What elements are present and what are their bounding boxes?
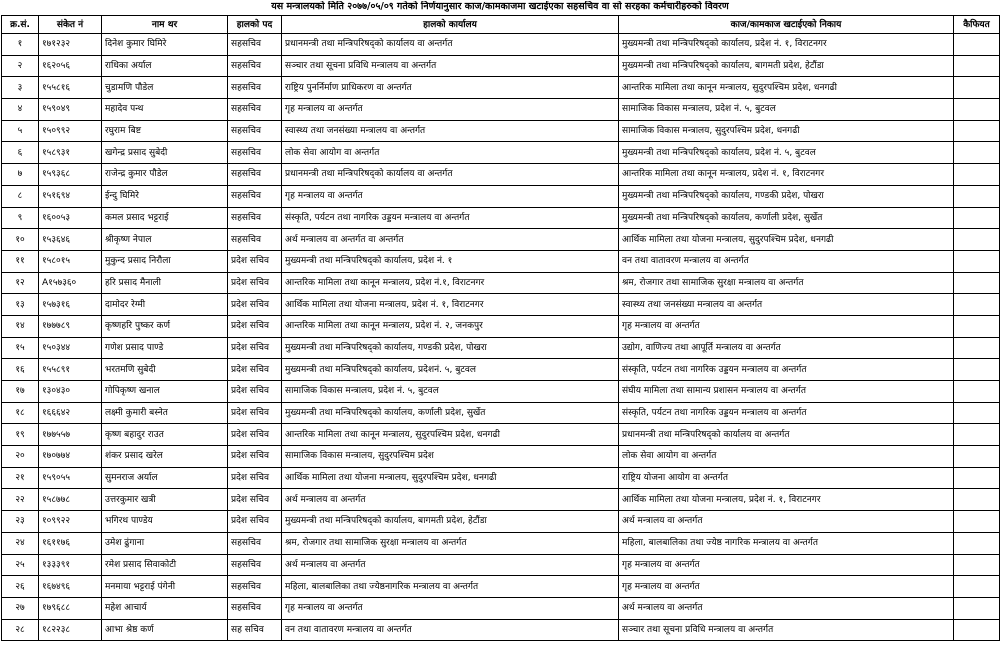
cell-assigned: सञ्चार तथा सूचना प्रविधि मन्त्रालय वा अन्तर्गत (619, 619, 954, 641)
table-row (2, 229, 1000, 251)
cell-office: गृह मन्त्रालय वा अन्तर्गत (282, 185, 619, 207)
table-row (2, 77, 1000, 99)
cell-name: उमेश ढुंगाना (102, 532, 228, 554)
cell-code: १५०९९२ (39, 120, 102, 142)
cell-code: १६२०५६ (39, 55, 102, 77)
cell-office: वन तथा वातावरण मन्त्रालय वा अन्तर्गत (282, 619, 619, 641)
cell-serial: १५ (2, 337, 39, 359)
cell-code: १५३६४६ (39, 229, 102, 251)
cell-code: १३०४३० (39, 381, 102, 403)
cell-serial: ३ (2, 77, 39, 99)
cell-remarks (954, 315, 1000, 337)
cell-serial: ७ (2, 164, 39, 186)
cell-office: सञ्चार तथा सूचना प्रविधि मन्त्रालय वा अन्तर्गत (282, 55, 619, 77)
cell-office: सामाजिक विकास मन्त्रालय, सुदुरपश्चिम प्रदेश (282, 446, 619, 468)
cell-assigned: राष्ट्रिय योजना आयोग वा अन्तर्गत (619, 467, 954, 489)
cell-office: गृह मन्त्रालय वा अन्तर्गत (282, 99, 619, 121)
cell-remarks (954, 576, 1000, 598)
cell-remarks (954, 381, 1000, 403)
table-row (2, 120, 1000, 142)
cell-remarks (954, 207, 1000, 229)
cell-assigned: श्रम, रोजगार तथा सामाजिक सुरक्षा मन्त्रालय वा अन्तर्गत (619, 272, 954, 294)
cell-name: राजेन्द्र कुमार पौडेल (102, 164, 228, 186)
cell-remarks (954, 467, 1000, 489)
cell-remarks (954, 185, 1000, 207)
cell-name: मनमाया भट्टराई पंगेनी (102, 576, 228, 598)
cell-remarks (954, 532, 1000, 554)
table-row (2, 207, 1000, 229)
cell-serial: २२ (2, 489, 39, 511)
cell-office: महिला, बालबालिका तथा ज्येष्ठनागरिक मन्त्रालय वा अन्तर्गत (282, 576, 619, 598)
cell-code: १०९९२२ (39, 511, 102, 533)
cell-name: रमेश प्रसाद सिवाकोटी (102, 554, 228, 576)
cell-post: प्रदेश सचिव (228, 272, 282, 294)
cell-post: प्रदेश सचिव (228, 294, 282, 316)
cell-code: १६६६४२ (39, 402, 102, 424)
cell-post: प्रदेश सचिव (228, 511, 282, 533)
cell-office: स्वास्थ्य तथा जनसंख्या मन्त्रालय वा अन्तर्गत (282, 120, 619, 142)
table-row (2, 576, 1000, 598)
cell-remarks (954, 229, 1000, 251)
table-row (2, 315, 1000, 337)
cell-serial: ८ (2, 185, 39, 207)
table-row (2, 142, 1000, 164)
cell-assigned: गृह मन्त्रालय वा अन्तर्गत (619, 554, 954, 576)
table-row (2, 164, 1000, 186)
cell-name: महेश आचार्य (102, 597, 228, 619)
cell-post: सहसचिव (228, 164, 282, 186)
cell-office: आन्तरिक मामिला तथा कानून मन्त्रालय, प्रदेश नं. २, जनकपुर (282, 315, 619, 337)
table-row (2, 402, 1000, 424)
cell-assigned: प्रधानमन्त्री तथा मन्त्रिपरिषद्को कार्यालय वा अन्तर्गत (619, 424, 954, 446)
cell-code: १६००५३ (39, 207, 102, 229)
cell-office: आर्थिक मामिला तथा योजना मन्त्रालय, सुदुरपश्चिम प्रदेश, धनगढी (282, 467, 619, 489)
cell-remarks (954, 402, 1000, 424)
cell-code: १५७३१६ (39, 294, 102, 316)
cell-office: मुख्यमन्त्री तथा मन्त्रिपरिषद्को कार्यालय, प्रदेश नं. १ (282, 250, 619, 272)
cell-code: १७७७८९ (39, 315, 102, 337)
cell-serial: १२ (2, 272, 39, 294)
cell-assigned: संस्कृति, पर्यटन तथा नागरिक उड्डयन मन्त्रालय वा अन्तर्गत (619, 359, 954, 381)
cell-post: प्रदेश सचिव (228, 250, 282, 272)
table-row (2, 99, 1000, 121)
cell-name: खगेन्द्र प्रसाद सुबेदी (102, 142, 228, 164)
cell-office: अर्थ मन्त्रालय वा अन्तर्गत वा अन्तर्गत (282, 229, 619, 251)
cell-name: लक्ष्मी कुमारी बस्नेत (102, 402, 228, 424)
cell-office: सामाजिक विकास मन्त्रालय, प्रदेश नं. ५, बुटवल (282, 381, 619, 403)
cell-code: १५९०४९ (39, 99, 102, 121)
cell-remarks (954, 619, 1000, 641)
cell-serial: १८ (2, 402, 39, 424)
cell-assigned: गृह मन्त्रालय वा अन्तर्गत (619, 576, 954, 598)
cell-remarks (954, 99, 1000, 121)
cell-serial: ५ (2, 120, 39, 142)
table-row (2, 467, 1000, 489)
cell-serial: ९ (2, 207, 39, 229)
cell-post: प्रदेश सचिव (228, 402, 282, 424)
cell-name: हरि प्रसाद मैनाली (102, 272, 228, 294)
cell-serial: २ (2, 55, 39, 77)
document-page (0, 1, 1000, 660)
cell-name: गणेश प्रसाद पाण्डे (102, 337, 228, 359)
cell-name: दामोदर रेग्मी (102, 294, 228, 316)
cell-code: १७०७७४ (39, 446, 102, 468)
cell-office: मुख्यमन्त्री तथा मन्त्रिपरिषद्को कार्यालय, कर्णाली प्रदेश, सुर्खेत (282, 402, 619, 424)
cell-office: संस्कृति, पर्यटन तथा नागरिक उड्डयन मन्त्रालय वा अन्तर्गत (282, 207, 619, 229)
cell-post: सहसचिव (228, 185, 282, 207)
cell-post: सहसचिव (228, 142, 282, 164)
cell-remarks (954, 55, 1000, 77)
cell-assigned: मुख्यमन्त्री तथा मन्त्रिपरिषद्को कार्यालय, कर्णाली प्रदेश, सुर्खेत (619, 207, 954, 229)
cell-serial: २८ (2, 619, 39, 641)
cell-office: मुख्यमन्त्री तथा मन्त्रिपरिषद्को कार्यालय, बागमती प्रदेश, हेटौंडा (282, 511, 619, 533)
cell-office: लोक सेवा आयोग वा अन्तर्गत (282, 142, 619, 164)
header-code: संकेत नं (39, 16, 102, 34)
header-name: नाम थर (102, 16, 228, 34)
cell-code: १५९३६८ (39, 164, 102, 186)
table-row (2, 381, 1000, 403)
table-row (2, 272, 1000, 294)
document-title: यस मन्त्रालयको मिति २०७७/०५/०९ गतेको निर्णयानुसार काज/कामकाजमा खटाईएका सहसचिव वा सो सरहका कर्मचारीहरुको विवरण (271, 1, 729, 12)
cell-remarks (954, 34, 1000, 56)
cell-assigned: मुख्यमन्त्री तथा मन्त्रिपरिषद्को कार्यालय, बागमती प्रदेश, हेटौंडा (619, 55, 954, 77)
cell-code: A१५७३६० (39, 272, 102, 294)
cell-assigned: आन्तरिक मामिला तथा कानून मन्त्रालय, सुदुरपश्चिम प्रदेश, धनगढी (619, 77, 954, 99)
cell-code: १५९०५५ (39, 467, 102, 489)
table-row (2, 250, 1000, 272)
cell-assigned: अर्थ मन्त्रालय वा अन्तर्गत (619, 511, 954, 533)
table-row (2, 489, 1000, 511)
cell-post: प्रदेश सचिव (228, 381, 282, 403)
table-row (2, 55, 1000, 77)
cell-post: प्रदेश सचिव (228, 446, 282, 468)
cell-office: प्रधानमन्त्री तथा मन्त्रिपरिषद्को कार्यालय वा अन्तर्गत (282, 34, 619, 56)
cell-post: सहसचिव (228, 597, 282, 619)
header-post: हालको पद (228, 16, 282, 34)
cell-serial: १ (2, 34, 39, 56)
table-header-row (2, 16, 1000, 34)
cell-serial: १४ (2, 315, 39, 337)
cell-office: राष्ट्रिय पुनर्निर्माण प्राधिकरण वा अन्तर्गत (282, 77, 619, 99)
cell-remarks (954, 446, 1000, 468)
cell-serial: २३ (2, 511, 39, 533)
table-body (2, 34, 1000, 641)
cell-post: सहसचिव (228, 532, 282, 554)
cell-assigned: आर्थिक मामिला तथा योजना मन्त्रालय, प्रदेश नं. १, विराटनगर (619, 489, 954, 511)
cell-office: आन्तरिक मामिला तथा कानून मन्त्रालय, सुदुरपश्चिम प्रदेश, धनगढी (282, 424, 619, 446)
cell-name: कमल प्रसाद भट्टराई (102, 207, 228, 229)
cell-post: सहसचिव (228, 55, 282, 77)
cell-code: १५८७७८ (39, 489, 102, 511)
cell-post: सहसचिव (228, 99, 282, 121)
cell-post: सहसचिव (228, 576, 282, 598)
cell-assigned: अर्थ मन्त्रालय वा अन्तर्गत (619, 597, 954, 619)
table-row (2, 597, 1000, 619)
cell-remarks (954, 120, 1000, 142)
cell-assigned: सामाजिक विकास मन्त्रालय, सुदुरपश्चिम प्रदेश, धनगढी (619, 120, 954, 142)
cell-post: सहसचिव (228, 229, 282, 251)
cell-name: कृष्ण बहादुर राउत (102, 424, 228, 446)
cell-remarks (954, 337, 1000, 359)
cell-name: ईन्दु घिमिरे (102, 185, 228, 207)
cell-office: अर्थ मन्त्रालय वा अन्तर्गत (282, 489, 619, 511)
cell-serial: १३ (2, 294, 39, 316)
cell-code: १७९६८८ (39, 597, 102, 619)
cell-code: १७७५५७ (39, 424, 102, 446)
cell-office: प्रधानमन्त्री तथा मन्त्रिपरिषद्को कार्यालय वा अन्तर्गत (282, 164, 619, 186)
cell-office: गृह मन्त्रालय वा अन्तर्गत (282, 597, 619, 619)
cell-name: उत्तरकुमार खत्री (102, 489, 228, 511)
cell-serial: २१ (2, 467, 39, 489)
cell-serial: २६ (2, 576, 39, 598)
table-row (2, 424, 1000, 446)
cell-remarks (954, 554, 1000, 576)
cell-post: प्रदेश सचिव (228, 467, 282, 489)
cell-code: १५०३४४ (39, 337, 102, 359)
table-row (2, 34, 1000, 56)
cell-name: भगिरथ पाण्डेय (102, 511, 228, 533)
cell-remarks (954, 511, 1000, 533)
cell-code: १५८०१५ (39, 250, 102, 272)
header-assigned: काज/कामकाज खटाईएको निकाय (619, 16, 954, 34)
cell-name: कृष्णहरि पुष्कर कर्ण (102, 315, 228, 337)
cell-assigned: मुख्यमन्त्री तथा मन्त्रिपरिषद्को कार्यालय, प्रदेश नं. ५, बुटवल (619, 142, 954, 164)
header-office: हालको कार्यालय (282, 16, 619, 34)
cell-assigned: संघीय मामिला तथा सामान्य प्रशासन मन्त्रालय वा अन्तर्गत (619, 381, 954, 403)
cell-name: श्रीकृष्ण नेपाल (102, 229, 228, 251)
cell-assigned: स्वास्थ्य तथा जनसंख्या मन्त्रालय वा अन्तर्गत (619, 294, 954, 316)
cell-office: आर्थिक मामिला तथा योजना मन्त्रालय, प्रदेश नं. १, विराटनगर (282, 294, 619, 316)
cell-assigned: आर्थिक मामिला तथा योजना मन्त्रालय, सुदुरपश्चिम प्रदेश, धनगढी (619, 229, 954, 251)
cell-name: शंकर प्रसाद खरेल (102, 446, 228, 468)
cell-assigned: उद्योग, वाणिज्य तथा आपूर्ति मन्त्रालय वा अन्तर्गत (619, 337, 954, 359)
cell-code: १५८९३१ (39, 142, 102, 164)
cell-remarks (954, 272, 1000, 294)
table-row (2, 619, 1000, 641)
cell-serial: २४ (2, 532, 39, 554)
cell-assigned: लोक सेवा आयोग वा अन्तर्गत (619, 446, 954, 468)
cell-post: सहसचिव (228, 34, 282, 56)
cell-remarks (954, 597, 1000, 619)
cell-post: प्रदेश सचिव (228, 489, 282, 511)
cell-assigned: मुख्यमन्त्री तथा मन्त्रिपरिषद्को कार्यालय, प्रदेश नं. १, विराटनगर (619, 34, 954, 56)
cell-assigned: संस्कृति, पर्यटन तथा नागरिक उड्डयन मन्त्रालय वा अन्तर्गत (619, 402, 954, 424)
cell-assigned: सामाजिक विकास मन्त्रालय, प्रदेश नं. ५, बुटवल (619, 99, 954, 121)
cell-serial: ४ (2, 99, 39, 121)
cell-assigned: महिला, बालबालिका तथा ज्येष्ठ नागरिक मन्त्रालय वा अन्तर्गत (619, 532, 954, 554)
officials-table (1, 15, 1000, 641)
cell-code: १५५८९१ (39, 359, 102, 381)
cell-name: महादेव पन्थ (102, 99, 228, 121)
cell-name: मुकुन्द प्रसाद निरौला (102, 250, 228, 272)
cell-serial: १० (2, 229, 39, 251)
cell-assigned: मुख्यमन्त्री तथा मन्त्रिपरिषद्को कार्यालय, गण्डकी प्रदेश, पोखरा (619, 185, 954, 207)
cell-office: मुख्यमन्त्री तथा मन्त्रिपरिषद्को कार्यालय, गण्डकी प्रदेश, पोखरा (282, 337, 619, 359)
table-row (2, 554, 1000, 576)
cell-code: १५१६९४ (39, 185, 102, 207)
cell-assigned: गृह मन्त्रालय वा अन्तर्गत (619, 315, 954, 337)
table-row (2, 294, 1000, 316)
table-row (2, 359, 1000, 381)
cell-office: श्रम, रोजगार तथा सामाजिक सुरक्षा मन्त्रालय वा अन्तर्गत (282, 532, 619, 554)
cell-post: सहसचिव (228, 554, 282, 576)
cell-office: अर्थ मन्त्रालय वा अन्तर्गत (282, 554, 619, 576)
cell-assigned: वन तथा वातावरण मन्त्रालय वा अन्तर्गत (619, 250, 954, 272)
cell-remarks (954, 294, 1000, 316)
cell-name: चुडामणि पौडेल (102, 77, 228, 99)
cell-serial: २७ (2, 597, 39, 619)
cell-office: आन्तरिक मामिला तथा कानून मन्त्रालय, प्रदेश नं.१, विराटनगर (282, 272, 619, 294)
cell-code: १६७४९६ (39, 576, 102, 598)
header-remarks: कैफियत (954, 16, 1000, 34)
header-serial: क्र.सं. (2, 16, 39, 34)
cell-remarks (954, 164, 1000, 186)
cell-remarks (954, 489, 1000, 511)
cell-post: सहसचिव (228, 207, 282, 229)
cell-post: प्रदेश सचिव (228, 337, 282, 359)
cell-name: राधिका अर्याल (102, 55, 228, 77)
cell-name: दिनेश कुमार घिमिरे (102, 34, 228, 56)
cell-office: मुख्यमन्त्री तथा मन्त्रिपरिषद्को कार्यालय, प्रदेशनं. ५, बुटवल (282, 359, 619, 381)
cell-serial: २० (2, 446, 39, 468)
cell-serial: १७ (2, 381, 39, 403)
cell-serial: १६ (2, 359, 39, 381)
cell-serial: ६ (2, 142, 39, 164)
cell-assigned: आन्तरिक मामिला तथा कानून मन्त्रालय, प्रदेश नं. १, विराटनगर (619, 164, 954, 186)
cell-post: प्रदेश सचिव (228, 315, 282, 337)
cell-code: १३३३९१ (39, 554, 102, 576)
cell-name: भरतमणि सुबेदी (102, 359, 228, 381)
table-row (2, 532, 1000, 554)
cell-name: आभा श्रेष्ठ कर्ण (102, 619, 228, 641)
cell-post: सह सचिव (228, 619, 282, 641)
cell-post: प्रदेश सचिव (228, 424, 282, 446)
cell-serial: १९ (2, 424, 39, 446)
cell-remarks (954, 142, 1000, 164)
cell-code: १६११७६ (39, 532, 102, 554)
table-row (2, 446, 1000, 468)
cell-serial: २५ (2, 554, 39, 576)
cell-remarks (954, 359, 1000, 381)
cell-post: सहसचिव (228, 120, 282, 142)
cell-remarks (954, 77, 1000, 99)
cell-remarks (954, 424, 1000, 446)
cell-remarks (954, 250, 1000, 272)
table-row (2, 511, 1000, 533)
cell-name: सुमनराज अर्याल (102, 467, 228, 489)
table-row (2, 337, 1000, 359)
table-row (2, 185, 1000, 207)
cell-post: सहसचिव (228, 77, 282, 99)
cell-name: रघुराम बिष्ट (102, 120, 228, 142)
cell-serial: ११ (2, 250, 39, 272)
cell-code: १५५८१६ (39, 77, 102, 99)
cell-name: गोपिकृष्ण खनाल (102, 381, 228, 403)
cell-code: १७१२३२ (39, 34, 102, 56)
cell-code: १८२२३८ (39, 619, 102, 641)
cell-post: प्रदेश सचिव (228, 359, 282, 381)
